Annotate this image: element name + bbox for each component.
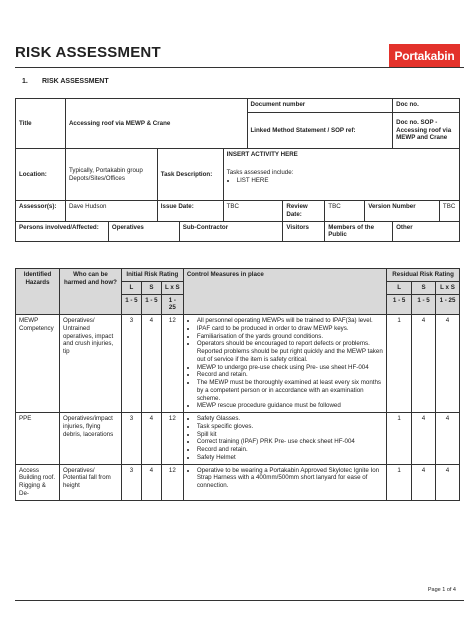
controls-cell	[183, 413, 386, 465]
tasks-included-label: Tasks assessed include:	[226, 168, 294, 176]
version-number-value: TBC	[439, 201, 459, 222]
doc-number-label: Document number	[247, 99, 393, 113]
linked-method-label: Linked Method Statement / SOP ref:	[247, 113, 393, 149]
risk-table	[15, 268, 460, 501]
assessors-value: Dave Hudson	[65, 201, 157, 222]
col-residual-risk: Residual Risk Rating	[387, 269, 460, 282]
page-number: Page 1 of 4	[427, 587, 456, 593]
residual-lxs-cell: 4	[436, 413, 460, 465]
residual-s-cell: 4	[412, 464, 436, 500]
review-date-label: Review Date:	[283, 201, 325, 222]
task-list-item: • LIST HERE	[237, 177, 456, 185]
control-item: • Operative to be wearing a Portakabin Approved Skylotec Ignite Ion Strap Harness with a 400mm/500mm short lanyard for ease of connection.	[197, 467, 383, 490]
table-row	[16, 315, 460, 413]
col-initial-lxs-range: 1 - 25	[161, 294, 183, 315]
doc-no-label: Doc no.	[393, 99, 460, 113]
assessment-info-table	[15, 98, 460, 242]
initial-l-cell: 3	[121, 464, 141, 500]
col-residual-s-range: 1 - 5	[412, 294, 436, 315]
control-item: • Operators should be encouraged to report defects or problems. Reported problems should be put right quickly and the MEWP taken out of service if the item is safety critical.	[197, 340, 383, 363]
initial-l-cell: 3	[121, 315, 141, 413]
initial-lxs-cell: 12	[161, 413, 183, 465]
header-divider	[15, 67, 464, 68]
initial-l-cell: 3	[121, 413, 141, 465]
section-heading	[22, 78, 109, 85]
table-row	[16, 464, 460, 500]
version-number-label: Version Number	[365, 201, 440, 222]
review-date-value: TBC	[325, 201, 365, 222]
section-number: 1.	[22, 78, 28, 85]
who-cell: Operatives/ Potential fall from height	[59, 464, 121, 500]
persons-sub-contractor: Sub-Contractor	[179, 221, 283, 242]
residual-lxs-cell: 4	[436, 315, 460, 413]
task-description-label: Task Description:	[157, 149, 223, 201]
location-value: Typically, Portakabin group Depots/Sites/Offices	[65, 149, 157, 201]
col-initial-s-range: 1 - 5	[141, 294, 161, 315]
col-residual-s: S	[412, 281, 436, 294]
residual-s-cell: 4	[412, 315, 436, 413]
col-identified-hazards: Identified Hazards	[16, 269, 60, 315]
col-initial-l: L	[121, 281, 141, 294]
control-item: • Spill kit	[197, 431, 383, 439]
control-item: • Record and retain.	[197, 446, 383, 454]
hazard-cell: PPE	[16, 413, 60, 465]
table-row	[16, 413, 460, 465]
footer-divider	[15, 600, 464, 601]
persons-operatives: Operatives	[108, 221, 179, 242]
initial-lxs-cell: 12	[161, 464, 183, 500]
location-label: Location:	[16, 149, 66, 201]
title-label: Title	[16, 99, 66, 149]
page-title: RISK ASSESSMENT	[15, 44, 161, 61]
controls-cell	[183, 315, 386, 413]
who-cell: Operatives/ Untrained operatives, impact and crush injuries, tip	[59, 315, 121, 413]
hazard-cell: Access Building roof. Rigging & De-	[16, 464, 60, 500]
col-control-measures: Control Measures in place	[183, 269, 386, 315]
col-who-harmed: Who can be harmed and how?	[59, 269, 121, 315]
title-value: Accessing roof via MEWP & Crane	[65, 99, 247, 149]
control-item: • All personnel operating MEWPs will be trained to IPAF(3a) level.	[197, 317, 383, 325]
section-title: RISK ASSESSMENT	[41, 78, 109, 85]
col-residual-l-range: 1 - 5	[387, 294, 412, 315]
insert-activity-label: INSERT ACTIVITY HERE	[226, 151, 298, 158]
control-item: • Record and retain.	[197, 371, 383, 379]
issue-date-value: TBC	[223, 201, 283, 222]
initial-s-cell: 4	[141, 315, 161, 413]
col-residual-lxs: L x S	[436, 281, 460, 294]
initial-s-cell: 4	[141, 464, 161, 500]
persons-other: Other	[393, 221, 460, 242]
initial-lxs-cell: 12	[161, 315, 183, 413]
control-list	[187, 415, 383, 462]
col-residual-lxs-range: 1 - 25	[436, 294, 460, 315]
control-item: • Safety Helmet	[197, 454, 383, 462]
control-item: • Correct training (IPAF) PRK Pre- use check sheet HF-004	[197, 438, 383, 446]
control-item: • Task specific gloves.	[197, 423, 383, 431]
control-item: • Safety Glasses.	[197, 415, 383, 423]
col-initial-s: S	[141, 281, 161, 294]
control-list	[187, 317, 383, 410]
hazard-cell: MEWP Competency	[16, 315, 60, 413]
who-cell: Operatives/impact injuries, flying debris, lacerations	[59, 413, 121, 465]
col-initial-l-range: 1 - 5	[121, 294, 141, 315]
linked-method-value: Doc no. SOP - Accessing roof via MEWP and Crane	[393, 113, 460, 149]
persons-visitors: Visitors	[283, 221, 325, 242]
residual-l-cell: 1	[387, 464, 412, 500]
assessors-label: Assessor(s):	[16, 201, 66, 222]
residual-s-cell: 4	[412, 413, 436, 465]
persons-affected-label: Persons involved/Affected:	[16, 221, 109, 242]
col-initial-lxs: L x S	[161, 281, 183, 294]
persons-public: Members of the Public	[325, 221, 393, 242]
control-item: • MEWP to undergo pre-use check using Pre- use sheet HF-004	[197, 364, 383, 372]
residual-l-cell: 1	[387, 315, 412, 413]
control-item: • IPAF card to be produced in order to draw MEWP keys.	[197, 325, 383, 333]
col-residual-l: L	[387, 281, 412, 294]
controls-cell	[183, 464, 386, 500]
control-item: • Familiarisation of the yards ground conditions.	[197, 333, 383, 341]
issue-date-label: Issue Date:	[157, 201, 223, 222]
portakabin-logo: Portakabin	[389, 44, 460, 68]
residual-l-cell: 1	[387, 413, 412, 465]
control-item: • MEWP rescue procedure guidance must be followed	[197, 402, 383, 410]
control-list	[187, 467, 383, 490]
col-initial-risk: Initial Risk Rating	[121, 269, 183, 282]
control-item: • The MEWP must be thoroughly examined at least every six months by a competent person or in accordance with an examination scheme.	[197, 379, 383, 402]
task-description-cell	[223, 149, 459, 201]
initial-s-cell: 4	[141, 413, 161, 465]
residual-lxs-cell: 4	[436, 464, 460, 500]
